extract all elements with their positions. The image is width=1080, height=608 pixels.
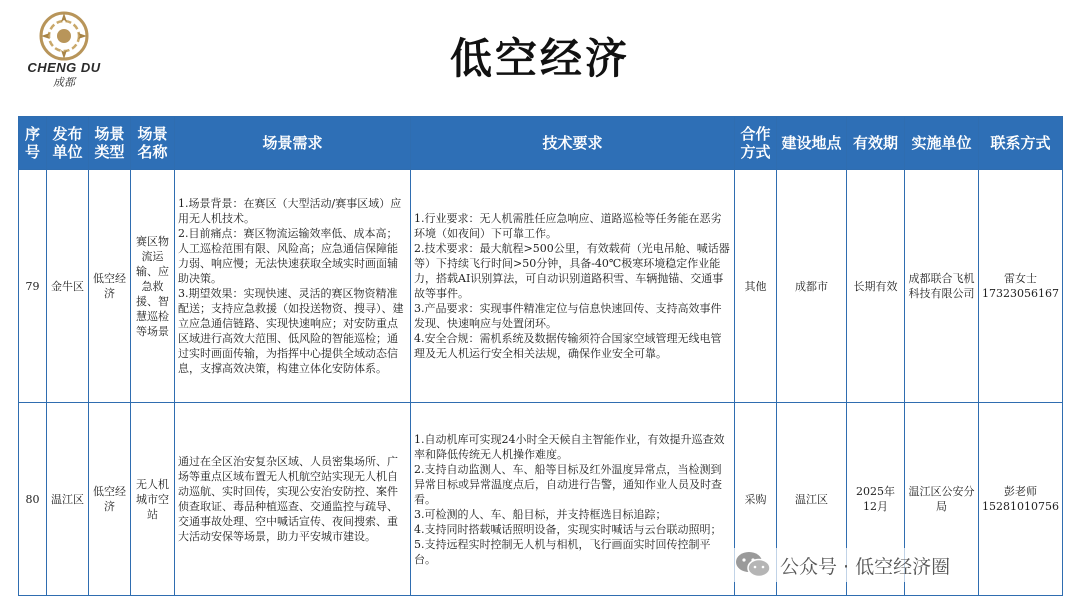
scenario-table: [18, 116, 1063, 596]
header-demand: 场景需求: [175, 117, 411, 170]
cell-contact: [979, 403, 1063, 596]
cell-publisher: 金牛区: [47, 170, 89, 403]
tech-paragraph: 3.可检测的人、车、船目标，并支持框选目标追踪；: [414, 507, 667, 521]
cell-type: 低空经济: [89, 170, 131, 403]
wechat-icon: [734, 550, 772, 580]
cell-location: 温江区: [777, 403, 847, 596]
cell-no: 80: [19, 403, 47, 596]
cell-cooperation: 采购: [735, 403, 777, 596]
header-tech: 技术要求: [411, 117, 735, 170]
demand-paragraph: 3.期望效果：实现快速、灵活的赛区物资精准配送；支持应急救援（如投送物资、搜寻）、建立应急通信链路、实现快速响应；对安防重点区域进行高效大范围、低风险的智能巡检；通过实时画面传输，为指挥中心提供全域动态信息，支撑高效决策，构建立体化安防体系。: [178, 287, 404, 375]
tech-paragraph: 4.安全合规：需机系统及数据传输须符合国家空域管理无线电管理及无人机运行安全相关法规，确保作业安全可靠。: [414, 332, 722, 360]
tech-paragraph: 2.支持自动监测人、车、船等目标及红外温度异常点，当检测到异常目标或异常温度点后，自动进行告警，通知作业人员及时查看。: [414, 462, 722, 506]
header-name: 场景名称: [131, 117, 175, 170]
cell-validity: 2025年12月: [847, 403, 905, 596]
page-title: 低空经济: [449, 34, 630, 83]
header-validity: 有效期: [847, 117, 905, 170]
cell-implementer: 成都联合飞机科技有限公司: [905, 170, 979, 403]
table-header-row: [19, 117, 1063, 170]
header-implementer: 实施单位: [905, 117, 979, 170]
table-row: [19, 170, 1063, 403]
cell-type: 低空经济: [89, 403, 131, 596]
demand-paragraph: 2.目前痛点：赛区物流运输效率低、成本高；人工巡检范围有限、风险高；应急通信保障能力弱、响应慢；无法快速获取全域实时画面辅助决策。: [178, 227, 398, 285]
header-contact: 联系方式: [979, 117, 1063, 170]
header-publisher: 发布单位: [47, 117, 89, 170]
tech-paragraph: 3.产品要求：实现事件精准定位与信息快速回传、支持高效事件发现、快速响应与处置闭环。: [414, 302, 722, 330]
header-type: 场景类型: [89, 117, 131, 170]
cell-contact: [979, 170, 1063, 403]
wechat-watermark: [728, 548, 956, 582]
cell-demand: [175, 403, 411, 596]
contact-phone: 17323056167: [982, 287, 1059, 300]
header-no: 序号: [19, 117, 47, 170]
cell-name: 赛区物流运输、应急救援、智慧巡检等场景: [131, 170, 175, 403]
cell-cooperation: 其他: [735, 170, 777, 403]
header-location: 建设地点: [777, 117, 847, 170]
watermark-text: 公众号 · 低空经济圈: [780, 555, 951, 578]
cell-tech: [411, 170, 735, 403]
cell-tech: [411, 403, 735, 596]
cell-location: 成都市: [777, 170, 847, 403]
cell-validity: 长期有效: [847, 170, 905, 403]
logo-text: CHENG DU: [27, 60, 101, 75]
demand-paragraph: 通过在全区治安复杂区域、人员密集场所、广场等重点区域布置无人机航空站实现无人机自动巡航、实时回传，实现公安治安防控、案件侦查取证、毒品种植巡查、交通监控与疏导、交通事故处理、空中喊话宣传、夜间搜索、重大活动安保等场景，助力平安城市建设。: [178, 455, 398, 543]
tech-paragraph: 1.行业要求：无人机需胜任应急响应、道路巡检等任务能在恶劣环境（如夜间）下可靠工作。: [414, 212, 722, 240]
cell-no: 79: [19, 170, 47, 403]
cell-implementer: 温江区公安分局: [905, 403, 979, 596]
tech-paragraph: 2.技术要求：最大航程>500公里，有效载荷（光电吊舱、喊话器等）下持续飞行时间>50分钟，具备-40℃极寒环境稳定作业能力，搭载AI识别算法，可自动识别道路积雪、车辆抛锚、交通事故等事件。: [414, 242, 730, 300]
cell-demand: [175, 170, 411, 403]
header-cooperation: 合作方式: [735, 117, 777, 170]
logo-subtext: 成都: [53, 76, 75, 89]
demand-paragraph: 1.场景背景：在赛区（大型活动/赛事区域）应用无人机技术。: [178, 197, 402, 225]
contact-name: 彭老师: [1004, 485, 1037, 498]
tech-paragraph: 5.支持远程实时控制无人机与相机，飞行画面实时回传控制平台。: [414, 537, 711, 566]
tech-paragraph: 4.支持同时搭载喊话照明设备，实现实时喊话与云台联动照明；: [414, 522, 722, 536]
contact-name: 雷女士: [1004, 272, 1037, 285]
cell-publisher: 温江区: [47, 403, 89, 596]
contact-phone: 15281010756: [982, 500, 1059, 513]
tech-paragraph: 1.自动机库可实现24小时全天候自主智能作业，有效提升巡查效率和降低传统无人机操作难度。: [414, 432, 725, 461]
cell-name: 无人机城市空站: [131, 403, 175, 596]
